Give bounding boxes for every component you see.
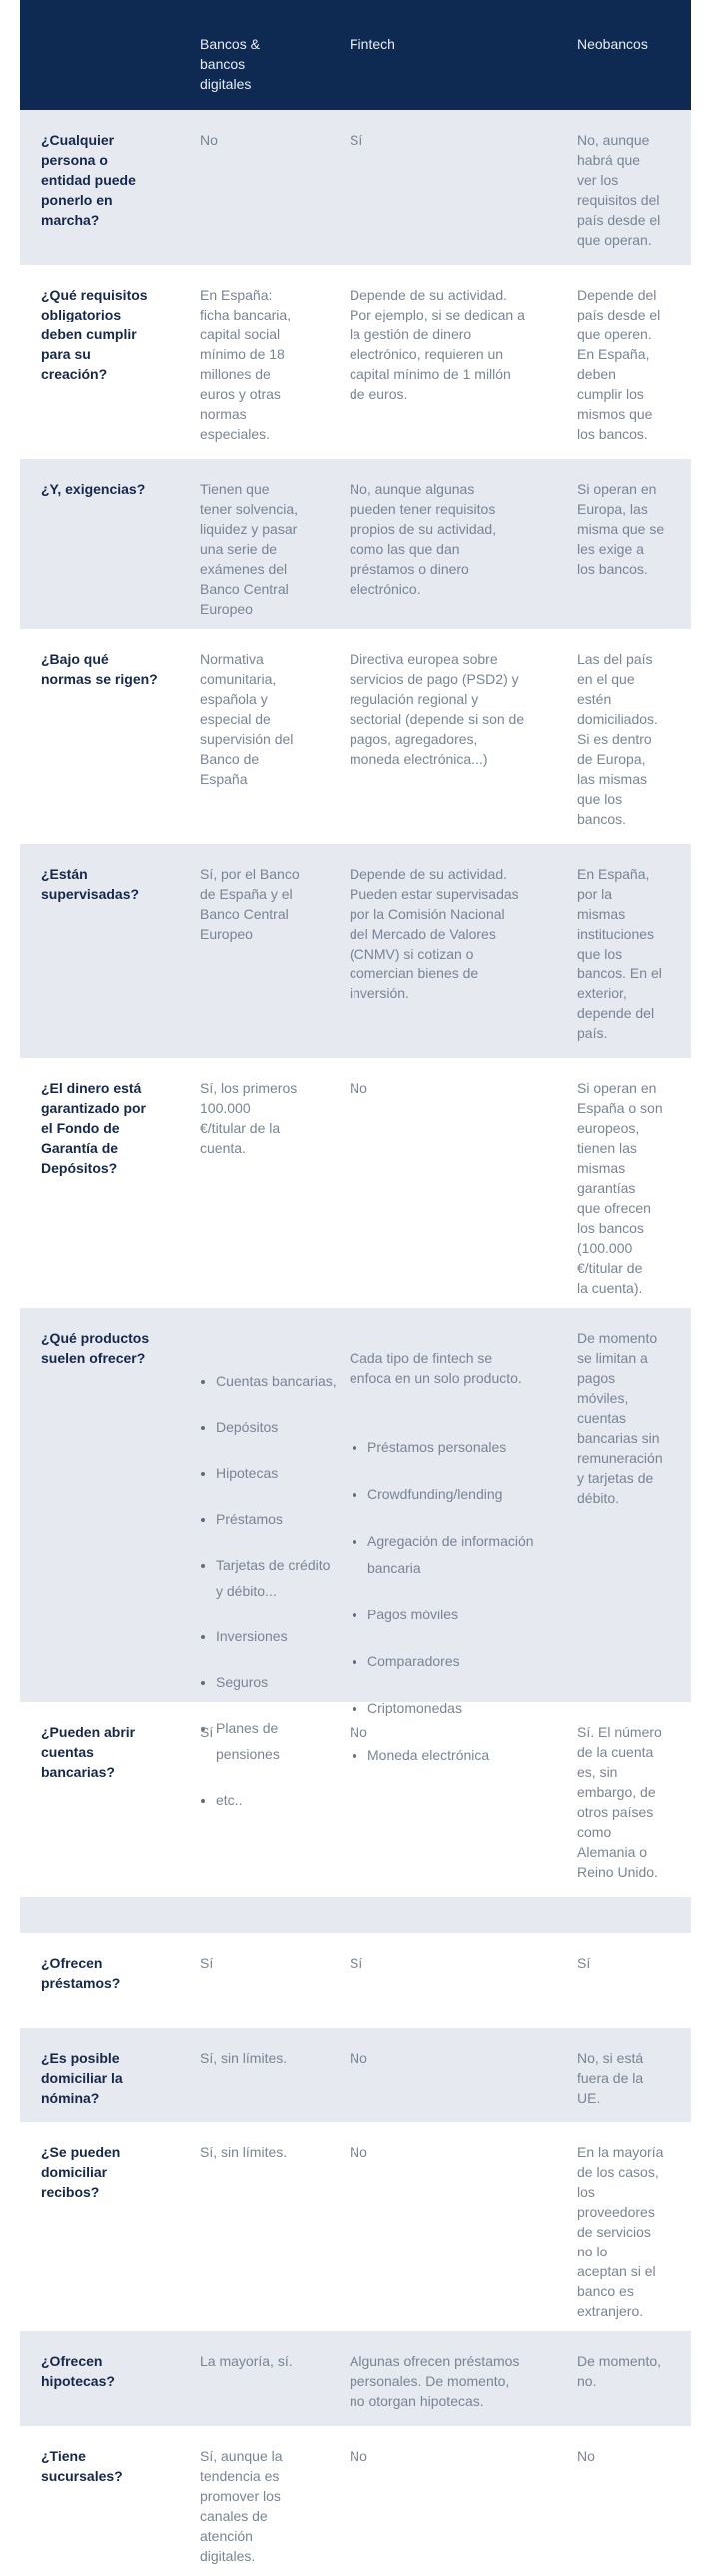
cell-bancos: Sí, sin límites. — [200, 2050, 288, 2066]
list-item: • Agregación de información bancaria — [367, 1528, 549, 1582]
list-item: • Criptomonedas — [367, 1695, 549, 1722]
cell-bancos: Sí, los primeros 100.000 €/titular de la cuenta. — [200, 1080, 298, 1156]
cell-neobancos: No — [577, 2448, 595, 2464]
table-row — [20, 629, 691, 844]
cell-fintech: Directiva europea sobre servicios de pago (PSD2) y regulación regional y sectorial (depende si son de pagos, agregadores, moneda electrónica...) — [350, 651, 525, 767]
list-item: • Préstamos personales — [367, 1434, 549, 1461]
cell-fintech: No — [350, 1724, 367, 1740]
header-fintech: Fintech — [350, 36, 395, 52]
row-question: ¿Cualquier persona o entidad puede ponerlo en marcha? — [41, 132, 136, 228]
row-question: ¿Y, exigencias? — [41, 481, 146, 497]
cell-neobancos: De momento se limitan a pagos móviles, cuentas bancarias sin remuneración y tarjetas de débito. — [577, 1330, 663, 1506]
table-row — [20, 2028, 691, 2122]
cell-fintech: Depende de su actividad. Por ejemplo, si se dedican a la gestión de dinero electrónico, requieren un capital mínimo de 1 millón de euros. — [350, 287, 525, 402]
list-item: • Depósitos — [216, 1414, 338, 1440]
list-item: • Préstamos — [216, 1506, 338, 1532]
list-item: • Inversiones — [216, 1623, 338, 1649]
list-item: • Moneda electrónica — [367, 1742, 549, 1769]
table-row — [20, 459, 691, 629]
row-question: ¿Qué requisitos obligatorios deben cumplir para su creación? — [41, 287, 148, 382]
cell-bancos: Sí, aunque la tendencia es promover los canales de atención digitales. — [200, 2448, 283, 2564]
list-item: • Seguros — [216, 1669, 338, 1695]
list-item: • etc.. — [216, 1787, 338, 1813]
table-row — [20, 1933, 691, 2028]
list-item: • Crowdfunding/lending — [367, 1481, 549, 1508]
list-item: • Comparadores — [367, 1648, 549, 1675]
list-item: • Pagos móviles — [367, 1602, 549, 1628]
cell-fintech: No — [350, 2144, 367, 2160]
list-item: • Planes de pensiones — [216, 1715, 338, 1767]
cell-bancos: No — [200, 132, 218, 148]
cell-bancos: Sí — [200, 1955, 214, 1971]
table-header — [20, 0, 691, 110]
row-question: ¿Están supervisadas? — [41, 866, 140, 902]
cell-fintech: Sí — [350, 1955, 363, 1971]
cell-bancos: Tienen que tener solvencia, liquidez y pasar una serie de exámenes del Banco Central Europeo — [200, 481, 299, 617]
cell-neobancos: Si operan en Europa, las misma que se les exige a los bancos. — [577, 481, 665, 577]
cell-fintech: No, aunque algunas pueden tener requisitos propios de su actividad, como las que dan préstamos o dinero electrónico. — [350, 481, 497, 597]
table-row — [20, 2331, 691, 2426]
cell-bancos: Sí — [200, 1724, 214, 1740]
cell-fintech: No — [350, 2448, 367, 2464]
cell-bancos: En España: ficha bancaria, capital social mínimo de 18 millones de euros y otras normas especiales. — [200, 287, 292, 442]
table-row — [20, 2122, 691, 2331]
cell-neobancos: Si operan en España o son europeos, tienen las mismas garantías que ofrecen los bancos (100.000 €/titular de la cuenta). — [577, 1080, 663, 1296]
table-row — [20, 1058, 691, 1308]
cell-bancos: La mayoría, sí. — [200, 2353, 293, 2369]
row-question: ¿Tiene sucursales? — [41, 2448, 123, 2484]
cell-neobancos: Depende del país desde el que operen. En España, deben cumplir los mismos que los bancos. — [577, 287, 661, 442]
cell-fintech: No — [350, 1080, 367, 1096]
cell-bancos: Sí, por el Banco de España y el Banco Central Europeo — [200, 866, 300, 942]
row-question: ¿Qué productos suelen ofrecer? — [41, 1330, 150, 1366]
cell-bancos: Normativa comunitaria, española y especial de supervisión del Banco de España — [200, 651, 294, 787]
table-row — [20, 844, 691, 1058]
row-question: ¿Se pueden domiciliar recibos? — [41, 2144, 121, 2200]
table-row — [20, 265, 691, 459]
cell-fintech: Depende de su actividad. Pueden estar supervisadas por la Comisión Nacional del Mercado de Valores (CNMV) si cotizan o comercian bienes de inversión. — [350, 866, 519, 1001]
list-item: • Cuentas bancarias, — [216, 1368, 338, 1394]
row-question: ¿Ofrecen hipotecas? — [41, 2353, 115, 2389]
cell-fintech: Algunas ofrecen préstamos personales. De momento, no otorgan hipotecas. — [350, 2353, 520, 2409]
empty-row — [20, 1897, 691, 1933]
table-row — [20, 2426, 691, 2576]
row-question: ¿Pueden abrir cuentas bancarias? — [41, 1724, 136, 1780]
table-row — [20, 110, 691, 265]
cell-neobancos: No, si está fuera de la UE. — [577, 2050, 644, 2106]
cell-neobancos: Las del país en el que estén domiciliados. Si es dentro de Europa, las mismas que los bancos. — [577, 651, 658, 827]
cell-neobancos: En España, por la mismas instituciones que los bancos. En el exterior, depende del país. — [577, 866, 662, 1041]
cell-neobancos: De momento, no. — [577, 2353, 662, 2389]
header-neobancos: Neobancos — [577, 36, 648, 52]
list-item: • Hipotecas — [216, 1460, 338, 1486]
row-question: ¿Bajo qué normas se rigen? — [41, 651, 158, 687]
row-question: ¿Es posible domiciliar la nómina? — [41, 2050, 123, 2106]
fintech-products-intro: Cada tipo de fintech se enfoca en un solo producto. — [350, 1350, 522, 1386]
cell-fintech: No — [350, 2050, 367, 2066]
comparison-table — [20, 0, 691, 2576]
table-row — [20, 1702, 691, 1897]
row-question: ¿El dinero está garantizado por el Fondo de Garantía de Depósitos? — [41, 1080, 147, 1176]
row-question: ¿Ofrecen préstamos? — [41, 1955, 121, 1991]
cell-neobancos: En la mayoría de los casos, los proveedores de servicios no lo aceptan si el banco es extranjero. — [577, 2144, 664, 2319]
cell-fintech: Sí — [350, 132, 363, 148]
cell-bancos: Sí, sin límites. — [200, 2144, 288, 2160]
list-item: • Tarjetas de crédito y débito... — [216, 1552, 338, 1604]
header-bancos: Bancos & bancos digitales — [200, 36, 260, 92]
cell-neobancos: Sí. El número de la cuenta es, sin embargo, de otros países como Alemania o Reino Unido. — [577, 1724, 662, 1880]
cell-neobancos: Sí — [577, 1955, 591, 1971]
cell-neobancos: No, aunque habrá que ver los requisitos del país desde el que operan. — [577, 132, 661, 248]
